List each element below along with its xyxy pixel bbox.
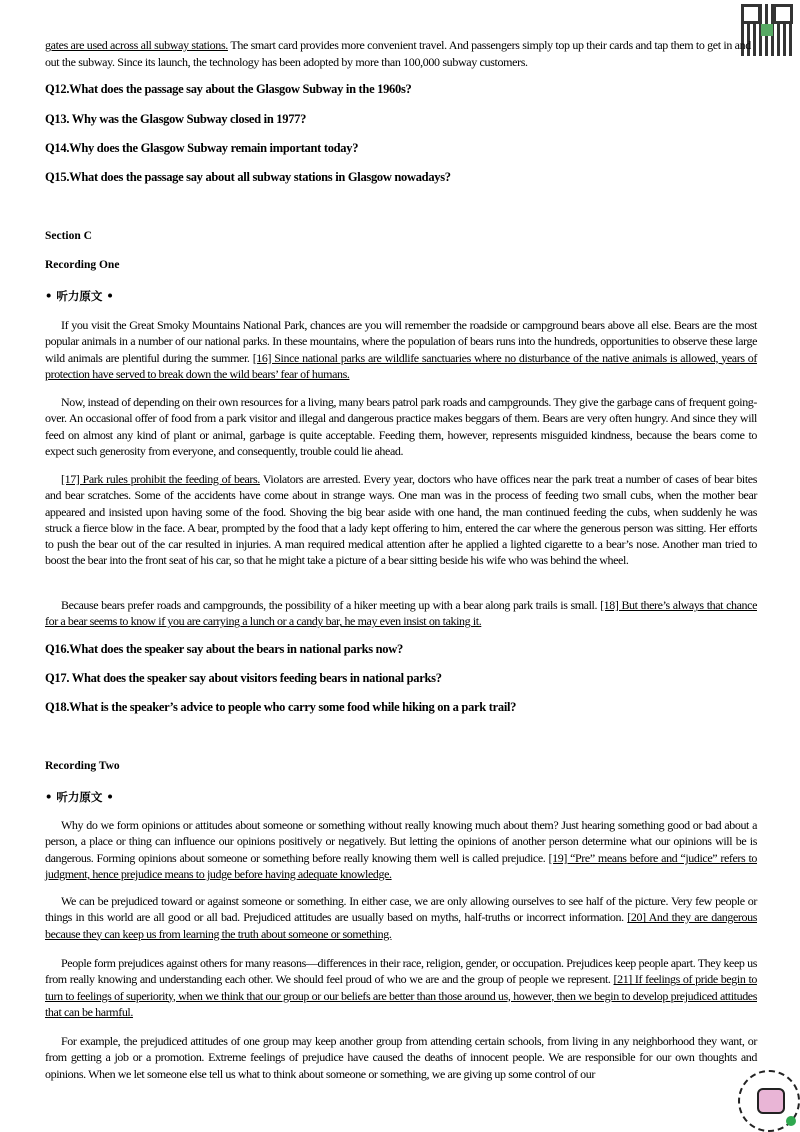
continued-paragraph	[45, 37, 757, 71]
recording-two-heading: Recording Two	[45, 760, 120, 772]
underlined-answer: [20] And they are dangerous because they can keep us from learning the truth about someone or something.	[45, 910, 757, 941]
underlined-answer: [21] If feelings of pride begin to turn to feelings of superiority, when we think that our group or our beliefs are better than those around us, however, then we begin to develop prejudiced attitudes that can be harmful.	[45, 972, 757, 1019]
rec2-paragraph-3	[45, 955, 757, 1020]
underlined-answer: gates are used across all subway stations.	[45, 38, 228, 52]
rec1-paragraph-2: Now, instead of depending on their own resources for a living, many bears patrol park roads and campgrounds. They give the garbage cans of frequent going-over. An occasional offer of food from a park visitor and illegal and dangerous practice makes beggars of them. Bears are very often hungry. And since they will feed on almost any kind of plant or animal, garbage is quite acceptable. Feeding them, however, represents misguided kindness, because the bears come to expect such generosity from everyone, and consequently, trouble could lie ahead.	[45, 395, 757, 458]
paragraph-text: The smart card provides more convenient travel. And passengers simply top up their cards and tap them to get in and out the subway. Since its launch, the technology has been adopted by more than 100,000 subway customers.	[45, 38, 751, 69]
rec1-paragraph-3	[45, 471, 757, 569]
question-q15: Q15.What does the passage say about all subway stations in Glasgow nowadays?	[45, 170, 451, 184]
paragraph-text: Because bears prefer roads and campgrounds, the possibility of a hiker meeting up with a bear along park trails is small.	[61, 598, 601, 612]
rec2-paragraph-1	[45, 817, 757, 882]
paragraph-text: People form prejudices against others for many reasons—differences in their race, religion, gender, or occupation. Prejudices keep people apart. They keep us from really knowing and understanding each other. We should feel proud of who we are and the group of people we represent.	[45, 956, 757, 987]
question-q17: Q17. What does the speaker say about visitors feeding bears in national parks?	[45, 671, 442, 685]
section-heading: Section C	[45, 230, 92, 242]
mascot-badge-icon	[738, 1070, 800, 1132]
rec2-paragraph-2	[45, 893, 757, 942]
underlined-answer: [18] But there’s always that chance for a bear seems to know if you are carrying a lunch or a candy bar, he may even insist on taking it.	[45, 598, 757, 629]
question-q13: Q13. Why was the Glasgow Subway closed in 1977?	[45, 112, 307, 126]
recording-one-heading: Recording One	[45, 259, 120, 271]
rec2-paragraph-4: For example, the prejudiced attitudes of one group may keep another group from attending certain schools, from living in any neighborhood they want, or from getting a job or a promotion. Extreme feelings of prejudice have caused the deaths of innocent people. We are responsible for our own thoughts and opinions. When we let someone else tell us what to think about someone or something, we are giving up some control of our	[45, 1034, 757, 1081]
underlined-answer: [16] Since national parks are wildlife sanctuaries where no disturbance of the native animals is allowed, years of protection have served to break down the wild bears’ fear of humans.	[45, 350, 757, 381]
paragraph-text: Violators are arrested. Every year, doctors who have offices near the park treat a number of cases of bear bites and bear scratches. Some of the accidents have come about in strange ways. One man was in the process of feeding two small cubs, when the mother bear appeared and insisted upon having some of the food. Shoving the big bear aside with one hand, the man continued feeding the cubs, when suddenly he was struck a fierce blow in the face. A bear, prompted by the food that a lady kept offering to him, entered the car where the generous person was sitting. Her efforts to push the bear out of the car resulted in injuries. A man required medical attention after he applied a lighted cigarette to a bear’s nose. Another man tried to boost the bear into the front seat of his car, so that he might take a picture of a bear sitting beside his wife who was behind the wheel.	[45, 472, 757, 568]
question-q18: Q18.What is the speaker’s advice to people who carry some food while hiking on a park trail?	[45, 700, 517, 714]
underlined-answer: [17] Park rules prohibit the feeding of bears.	[61, 472, 260, 486]
rec1-paragraph-4	[45, 597, 757, 630]
question-q12: Q12.What does the passage say about the Glasgow Subway in the 1960s?	[45, 82, 412, 96]
transcript-label: • 听力原文 •	[45, 790, 114, 804]
question-q14: Q14.Why does the Glasgow Subway remain important today?	[45, 141, 359, 155]
paragraph-text: Why do we form opinions or attitudes about someone or something without really knowing much about them? Just hearing something good or bad about a person, a place or thing can influence our opinions positively or negatively. But letting the opinions of another person determine what our opinions will be is dangerous. Forming opinions about someone or something before really knowing them well is called prejudice.	[45, 818, 757, 865]
question-q16: Q16.What does the speaker say about the bears in national parks now?	[45, 642, 403, 656]
rec1-paragraph-1	[45, 317, 757, 382]
paragraph-text: We can be prejudiced toward or against someone or something. In either case, we are only allowing ourselves to see half of the picture. Very few people or things in this world are all good or all bad. Prejudiced attitudes are usually based on myths, half-truths or incorrect information.	[45, 894, 757, 925]
underlined-answer: [19] “Pre” means before and “judice” refers to judgment, hence prejudice means to judge before having adequate knowledge.	[45, 850, 757, 881]
paragraph-text: If you visit the Great Smoky Mountains National Park, chances are you will remember the roadside or campground bears above all else. Bears are the most popular animals in a number of our national parks. In these mountains, where the population of bears runs into the hundreds, opportunities to observe these large wild animals are plentiful during the summer.	[45, 318, 757, 365]
transcript-label: • 听力原文 •	[45, 289, 114, 303]
